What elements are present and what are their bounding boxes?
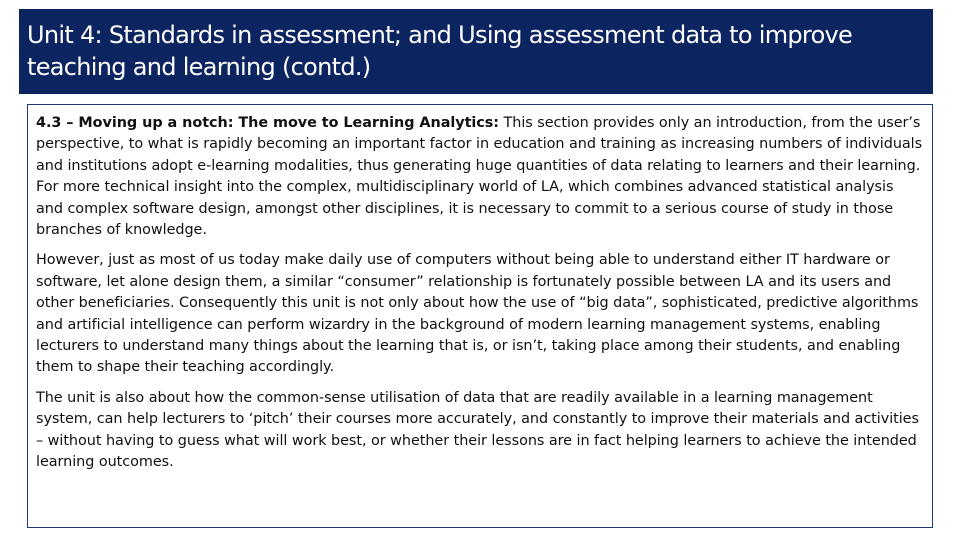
paragraph-1 — [36, 113, 924, 241]
paragraph-3: The unit is also about how the common-sense utilisation of data that are readily available in a learning management system, can help lecturers to ‘pitch’ their courses more accurately, and constantly to improve their materials and activities – without having to guess what will work best, or whether their lessons are in fact helping learners to achieve the intended learning outcomes. — [36, 389, 919, 471]
paragraph-2: However, just as most of us today make daily use of computers without being able to understand either IT hardware or software, let alone design them, a similar “consumer” relationship is fortunately possible between LA and its users and other beneficiaries. Consequently this unit is not only about how the use of “big data”, sophisticated, predictive algorithms and artificial intelligence can perform wizardry in the background of modern learning management systems, enabling lecturers to understand many things about the learning that is, or isn’t, taking place among their students, and enabling them to shape their teaching accordingly. — [36, 252, 919, 376]
content-box — [27, 104, 933, 528]
slide-title: Unit 4: Standards in assessment; and Using assessment data to improve teaching and learning (contd.) — [27, 21, 853, 81]
slide-title-bar — [19, 9, 933, 94]
paragraph-1-body: This section provides only an introduction, from the user’s perspective, to what is rapidly becoming an important factor in education and training as increasing numbers of individuals and institutions adopt e-learning modalities, thus generating huge quantities of data relating to learners and their learning. For more technical insight into the complex, multidisciplinary world of LA, which combines advanced statistical analysis and complex software design, amongst other disciplines, it is necessary to commit to a serious course of study in those branches of knowledge. — [36, 115, 923, 239]
section-heading: 4.3 – Moving up a notch: The move to Learning Analytics: — [36, 115, 499, 131]
